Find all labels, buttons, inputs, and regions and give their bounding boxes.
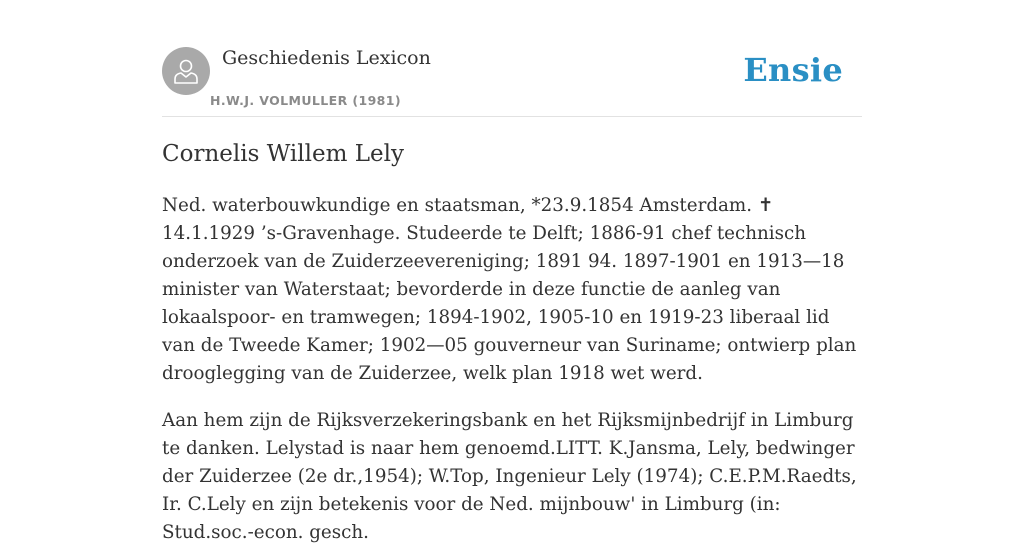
avatar[interactable] (162, 47, 210, 95)
author-label[interactable]: H.W.J. VOLMULLER (1981) (210, 93, 401, 108)
book-title[interactable]: Geschiedenis Lexicon (222, 47, 431, 69)
entry-paragraph: Ned. waterbouwkundige en staatsman, *23.9.1854 Amsterdam. ✝ 14.1.1929 ’s-Gravenhage. Studeerde te Delft; 1886-91 chef technisch onderzoek van de Zuiderzeevereniging; 1891 94. 1897-1901 en 1913—18 minister van Waterstaat; bevorderde in deze functie de aanleg van lokaalspoor- en tramwegen; 1894-1902, 1905-10 en 1919-23 liberaal lid van de Tweede Kamer; 1902—05 gouverneur van Suriname; ontwierp plan drooglegging van de Zuiderzee, welk plan 1918 wet werd. (162, 195, 857, 384)
site-logo[interactable]: Ensie (743, 51, 843, 89)
entry-paragraph: Aan hem zijn de Rijksverzekeringsbank en het Rijksmijnbedrijf in Limburg te danken. Lelystad is naar hem genoemd.LITT. K.Jansma, Lely, bedwinger der Zuiderzee (2e dr.,1954); W.Top, Ingenieur Lely (1974); C.E.P.M.Raedts, Ir. C.Lely en zijn betekenis voor de Ned. mijnbouw' in Limburg (in: Stud.soc.-econ. gesch. (162, 410, 857, 543)
header (162, 46, 862, 117)
entry-content (162, 136, 862, 547)
entry-title: Cornelis Willem Lely (162, 141, 404, 167)
user-icon (171, 56, 201, 86)
